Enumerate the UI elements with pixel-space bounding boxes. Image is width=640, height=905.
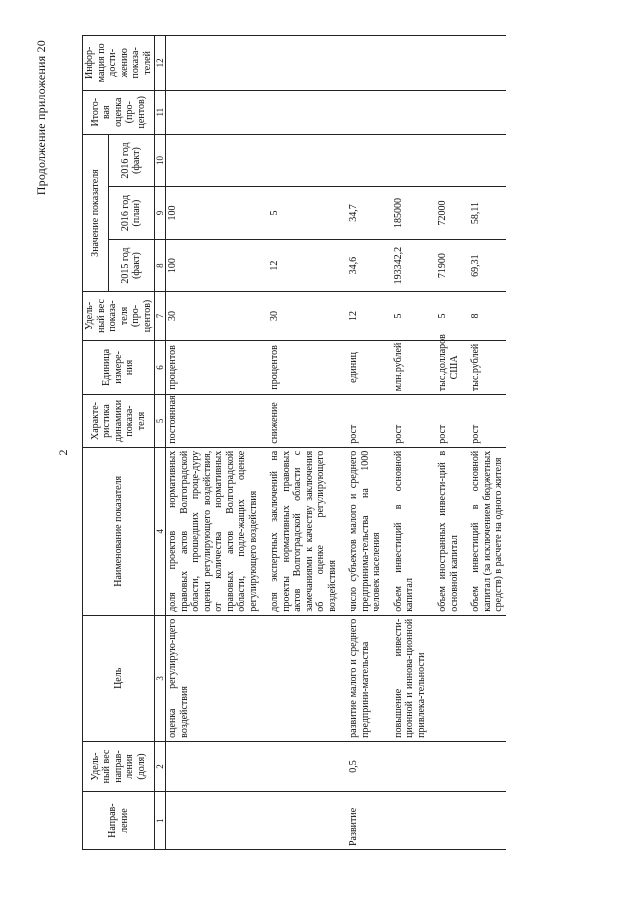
cell-unit: тыс.рублей: [469, 340, 506, 395]
header-direction-weight: Удель-ный вес направ-ления (доля): [83, 741, 155, 791]
table-row: [166, 36, 261, 850]
header-unit: Единица измере-ния: [83, 340, 155, 395]
cell-dynamics: рост: [469, 395, 506, 448]
cell-2016-fact: [392, 134, 429, 187]
column-number: 9: [155, 187, 166, 240]
column-number: 6: [155, 340, 166, 395]
header-2015-fact: 2015 год (факт): [108, 239, 154, 292]
cell-2016-fact: [347, 134, 384, 187]
header-direction: Направ-ление: [83, 792, 155, 850]
column-number: 2: [155, 741, 166, 791]
header-achievement-info: Инфор-мация по дости-жению показа-телей: [83, 36, 155, 91]
table-row: [268, 36, 339, 850]
cell-2016-plan: 100: [166, 187, 261, 240]
cell-2015-fact: 193342,2: [392, 239, 429, 292]
column-number: 1: [155, 792, 166, 850]
cell-direction: [166, 792, 261, 850]
column-number: 11: [155, 90, 166, 134]
cell-unit: тыс.долларов США: [436, 340, 461, 395]
cell-indicator-name: число субъектов малого и среднего предпринима-тельства на 1000 человек населения: [347, 447, 384, 615]
cell-unit: млн.рублей: [392, 340, 429, 395]
cell-2016-plan: 58,11: [469, 187, 506, 240]
cell-indicator-name: объем иностранных инвести-ций в основной капитал: [436, 447, 461, 615]
cell-2016-plan: 185000: [392, 187, 429, 240]
cell-indicator-name: доля проектов нормативных правовых актов Волгоградской области, прошедших проце-дуру оценки регулирующего воздействия, от количества нормативных правовых актов Волгоградской области, подле-жащих оценке регулирующего воздействия: [166, 447, 261, 615]
cell-2015-fact: 34,6: [347, 239, 384, 292]
cell-unit: процентов: [268, 340, 339, 395]
row-spacer: [339, 36, 347, 850]
column-number: 5: [155, 395, 166, 448]
cell-direction-weight: [268, 741, 339, 791]
cell-indicator-weight: 30: [268, 292, 339, 340]
cell-total-score: [347, 90, 384, 134]
page-number: 2: [56, 449, 70, 456]
cell-2016-fact: [436, 134, 461, 187]
cell-total-score: [392, 90, 429, 134]
column-number: 7: [155, 292, 166, 340]
column-number: 12: [155, 36, 166, 91]
cell-indicator-weight: 5: [392, 292, 429, 340]
cell-goal: [436, 615, 461, 741]
cell-dynamics: рост: [436, 395, 461, 448]
cell-total-score: [436, 90, 461, 134]
cell-2016-plan: 5: [268, 187, 339, 240]
cell-unit: единиц: [347, 340, 384, 395]
row-spacer: [428, 36, 436, 850]
cell-indicator-weight: 12: [347, 292, 384, 340]
cell-achievement-info: [166, 36, 261, 91]
cell-achievement-info: [347, 36, 384, 91]
cell-direction-weight: [166, 741, 261, 791]
cell-total-score: [166, 90, 261, 134]
indicators-table: [82, 35, 506, 850]
row-spacer: [461, 36, 469, 850]
column-number: 3: [155, 615, 166, 741]
continuation-label: Продолжение приложения 20: [34, 40, 48, 196]
cell-indicator-name: доля экспертных заключений на проекты нормативных правовых актов Волгоградской области с замечаниями к качеству заключения об оценке регулирующего воздействия: [268, 447, 339, 615]
cell-2015-fact: 12: [268, 239, 339, 292]
column-number: 10: [155, 134, 166, 187]
cell-dynamics: снижение: [268, 395, 339, 448]
cell-dynamics: постоянная: [166, 395, 261, 448]
column-number: 4: [155, 447, 166, 615]
cell-goal: повышение инвести-ционной и иннова-ционной привлека-тельности: [392, 615, 429, 741]
cell-direction-weight: 0,5: [347, 741, 384, 791]
header-2016-fact: 2016 год (факт): [108, 134, 154, 187]
table-row: [469, 36, 506, 850]
cell-goal: [469, 615, 506, 741]
cell-2016-plan: 72000: [436, 187, 461, 240]
header-value-group: Значение показателя: [83, 134, 109, 292]
cell-direction: [392, 792, 429, 850]
cell-direction: [268, 792, 339, 850]
cell-2016-fact: [268, 134, 339, 187]
cell-2016-plan: 34,7: [347, 187, 384, 240]
cell-achievement-info: [268, 36, 339, 91]
cell-goal: развитие малого и среднего предприни-мательства: [347, 615, 384, 741]
cell-total-score: [268, 90, 339, 134]
row-spacer: [260, 36, 268, 850]
header-indicator-name: Наименование показателя: [83, 447, 155, 615]
cell-achievement-info: [392, 36, 429, 91]
header-dynamics: Характе-ристика динамики показа-теля: [83, 395, 155, 448]
cell-direction-weight: [469, 741, 506, 791]
table-row: [436, 36, 461, 850]
cell-direction: [469, 792, 506, 850]
header-total-score: Итого-вая оценка (про-центов): [83, 90, 155, 134]
cell-2016-fact: [166, 134, 261, 187]
cell-total-score: [469, 90, 506, 134]
cell-2015-fact: 100: [166, 239, 261, 292]
header-goal: Цель: [83, 615, 155, 741]
cell-2015-fact: 69,31: [469, 239, 506, 292]
cell-indicator-name: объем инвестиций в основной капитал (за исключением бюджетных средств) в расчете на одного жителя: [469, 447, 506, 615]
cell-dynamics: рост: [347, 395, 384, 448]
cell-2016-fact: [469, 134, 506, 187]
cell-indicator-weight: 30: [166, 292, 261, 340]
table-row: [392, 36, 429, 850]
cell-unit: процентов: [166, 340, 261, 395]
row-spacer: [384, 36, 392, 850]
header-indicator-weight: Удель-ный вес показа-теля (про-центов): [83, 292, 155, 340]
column-number: 8: [155, 239, 166, 292]
cell-achievement-info: [469, 36, 506, 91]
header-2016-plan: 2016 год (план): [108, 187, 154, 240]
cell-dynamics: рост: [392, 395, 429, 448]
cell-goal: оценка регулирую-щего воздействия: [166, 615, 261, 741]
cell-indicator-weight: 8: [469, 292, 506, 340]
cell-direction: [436, 792, 461, 850]
cell-direction: Развитие: [347, 792, 384, 850]
cell-indicator-name: объем инвестиций в основной капитал: [392, 447, 429, 615]
cell-indicator-weight: 5: [436, 292, 461, 340]
cell-2015-fact: 71900: [436, 239, 461, 292]
cell-direction-weight: [392, 741, 429, 791]
cell-achievement-info: [436, 36, 461, 91]
cell-goal: [268, 615, 339, 741]
table-row: [347, 36, 384, 850]
cell-direction-weight: [436, 741, 461, 791]
